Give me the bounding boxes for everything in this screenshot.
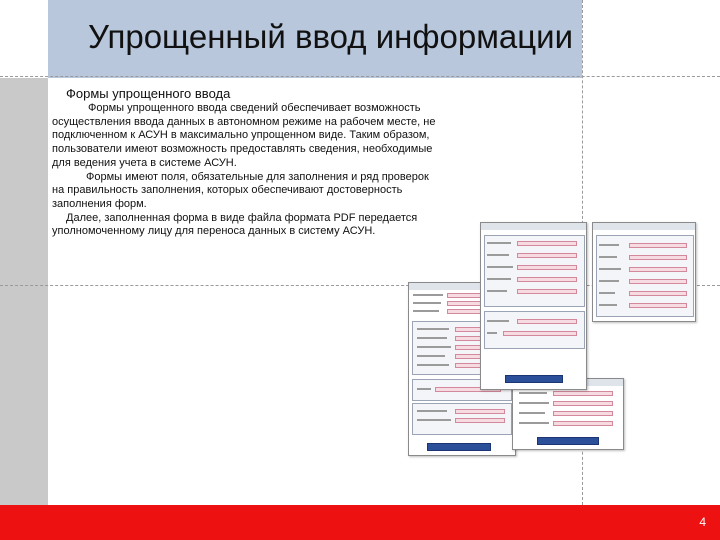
footer-bar	[0, 505, 720, 540]
form-row	[487, 319, 581, 324]
form-row	[599, 255, 691, 260]
form-row	[519, 401, 617, 406]
top-dashed-line	[0, 76, 720, 77]
form-submit-button	[537, 437, 599, 445]
form-row	[487, 277, 581, 282]
form-row	[487, 253, 581, 258]
form-row	[599, 243, 691, 248]
form-row	[487, 241, 581, 246]
form-row	[487, 331, 581, 336]
paragraph-2: Формы имеют поля, обязательные для заполнения и ряд проверок на правильность заполнения, которых обеспечивают достоверность заполнения форм.	[52, 170, 429, 210]
form-header	[593, 223, 695, 230]
form-row	[599, 291, 691, 296]
body-text	[52, 102, 444, 239]
form-section	[484, 311, 585, 349]
form-submit-button	[427, 443, 491, 451]
page-number: 4	[699, 515, 706, 529]
form-row	[599, 267, 691, 272]
slide-title: Упрощенный ввод информации	[88, 18, 574, 55]
form-row	[519, 411, 617, 416]
slide-subtitle: Формы упрощенного ввода	[66, 86, 231, 101]
form-row	[417, 418, 507, 423]
form-row	[417, 409, 507, 414]
paragraph-1: Формы упрощенного ввода сведений обеспечивает возможность осуществления ввода данных в автономном режиме на рабочем месте, не подключенном к АСУН в максимально упрощенном виде. Таким образом, пользователи имеют возможность предоставлять сведения, необходимые для ведения учета в системе АСУН.	[52, 102, 436, 169]
form-preview-center	[480, 222, 587, 390]
left-gray-bar	[0, 78, 48, 506]
form-preview-right	[592, 222, 696, 322]
form-submit-button	[505, 375, 563, 383]
form-header	[481, 223, 586, 230]
paragraph-3: Далее, заполненная форма в виде файла формата PDF передается уполномоченному лицу для переноса данных в систему АСУН.	[52, 211, 418, 238]
form-row	[599, 303, 691, 308]
form-row	[519, 421, 617, 426]
form-row	[487, 265, 581, 270]
form-row	[487, 289, 581, 294]
form-row	[519, 391, 617, 396]
form-row	[599, 279, 691, 284]
